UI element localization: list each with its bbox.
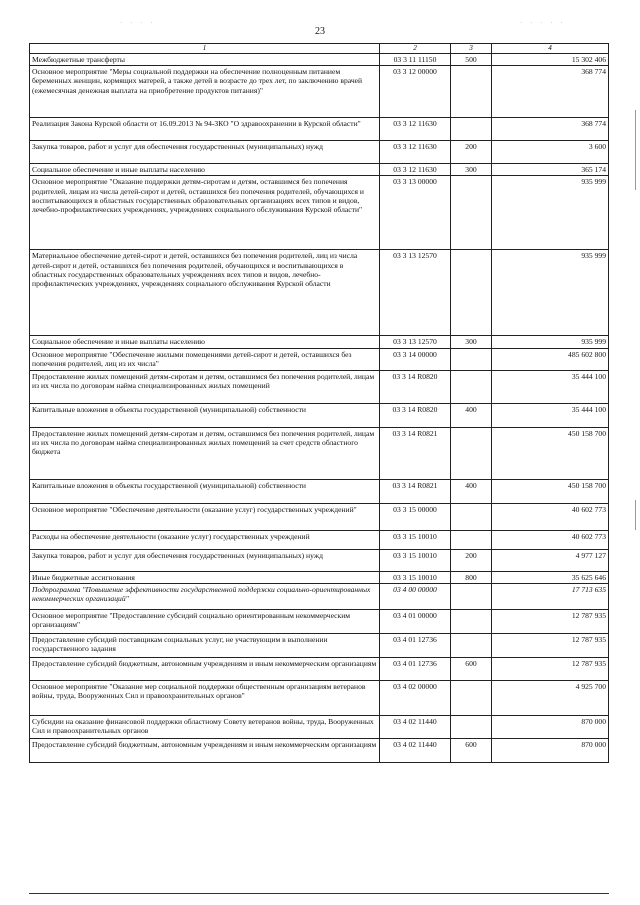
row-type-cell — [451, 583, 492, 609]
table-row — [30, 336, 609, 348]
table-row — [30, 141, 609, 164]
row-name-cell: Закупка товаров, работ и услуг для обеспечения государственных (муниципальных) нужд — [30, 549, 380, 571]
table-row — [30, 250, 609, 336]
row-code-cell: 03 3 13 12570 — [380, 250, 451, 336]
row-code-cell: 03 4 02 11440 — [380, 738, 451, 762]
col-4-header: 4 — [492, 44, 609, 54]
row-code-cell: 03 3 14 R0821 — [380, 479, 451, 503]
row-name-cell: Субсидии на оказание финансовой поддержки областному Совету ветеранов войны, труда, Вооруженных Сил и правоохранительных органов — [30, 715, 380, 738]
row-type-cell: 300 — [451, 336, 492, 348]
row-code-cell: 03 3 15 10010 — [380, 530, 451, 549]
row-type-cell: 400 — [451, 479, 492, 503]
row-type-cell: 600 — [451, 738, 492, 762]
row-code-cell: 03 3 14 00000 — [380, 348, 451, 370]
row-sum-cell: 4 925 700 — [492, 680, 609, 715]
row-code-cell: 03 4 01 12736 — [380, 657, 451, 680]
table-row — [30, 176, 609, 250]
row-sum-cell: 35 625 646 — [492, 571, 609, 583]
table-row — [30, 738, 609, 762]
table-row — [30, 370, 609, 403]
row-name-cell: Материальное обеспечение детей-сирот и детей, оставшихся без попечения родителей, лиц из числа детей-сирот и детей, оставшихся без попечения родителей, обучающихся и воспитывающихся в областных государственных образовательных учреждениях всех типов и видов, лечебно-профилактических учреждениях, учреждениях социального обслуживания Курской области — [30, 250, 380, 336]
row-type-cell — [451, 609, 492, 633]
row-code-cell: 03 3 12 11630 — [380, 141, 451, 164]
row-name-cell: Межбюджетные трансферты — [30, 54, 380, 66]
row-name-cell: Расходы на обеспечение деятельности (оказание услуг) государственных учреждений — [30, 530, 380, 549]
table-row — [30, 657, 609, 680]
row-name-cell: Предоставление жилых помещений детям-сиротам и детям, оставшимся без попечения родителей, лицам из их числа по договорам найма специализированных жилых помещений — [30, 370, 380, 403]
row-sum-cell: 35 444 100 — [492, 370, 609, 403]
row-type-cell — [451, 370, 492, 403]
row-name-cell: Реализация Закона Курской области от 16.09.2013 № 94-ЗКО "О здравоохранении в Курской области" — [30, 118, 380, 141]
row-code-cell: 03 3 12 11630 — [380, 118, 451, 141]
row-code-cell: 03 3 14 R0820 — [380, 370, 451, 403]
row-sum-cell: 40 602 773 — [492, 503, 609, 530]
row-sum-cell: 35 444 100 — [492, 403, 609, 427]
row-type-cell — [451, 633, 492, 657]
row-sum-cell: 17 713 635 — [492, 583, 609, 609]
row-sum-cell: 365 174 — [492, 164, 609, 176]
col-1-header: 1 — [30, 44, 380, 54]
row-type-cell: 400 — [451, 403, 492, 427]
row-type-cell — [451, 503, 492, 530]
row-name-cell: Социальное обеспечение и иные выплаты населению — [30, 336, 380, 348]
table-row — [30, 427, 609, 479]
row-name-cell: Предоставление субсидий бюджетным, автономным учреждениям и иным некоммерческим организациям — [30, 657, 380, 680]
budget-table — [29, 43, 609, 763]
table-row — [30, 715, 609, 738]
row-name-cell: Иные бюджетные ассигнования — [30, 571, 380, 583]
row-sum-cell: 15 302 406 — [492, 54, 609, 66]
row-code-cell: 03 4 02 00000 — [380, 680, 451, 715]
row-name-cell: Основное мероприятие "Обеспечение жилыми помещениями детей-сирот и детей, оставшихся без попечения родителей, лиц из их числа" — [30, 348, 380, 370]
row-sum-cell: 40 602 773 — [492, 530, 609, 549]
row-type-cell: 200 — [451, 549, 492, 571]
table-row — [30, 503, 609, 530]
row-type-cell: 300 — [451, 164, 492, 176]
table-row — [30, 530, 609, 549]
table-row — [30, 609, 609, 633]
table-row — [30, 479, 609, 503]
row-name-cell: Основное мероприятие "Предоставление субсидий социально ориентированным некоммерческим организациям" — [30, 609, 380, 633]
row-code-cell: 03 3 12 00000 — [380, 66, 451, 118]
row-sum-cell: 368 774 — [492, 118, 609, 141]
row-type-cell — [451, 530, 492, 549]
row-sum-cell: 935 999 — [492, 336, 609, 348]
row-type-cell — [451, 66, 492, 118]
table-row — [30, 348, 609, 370]
row-type-cell — [451, 715, 492, 738]
row-type-cell: 500 — [451, 54, 492, 66]
row-name-cell: Основное мероприятие "Оказание поддержки детям-сиротам и детям, оставшимся без попечения родителей, лицам из числа детей-сирот и детей, оставшихся без попечения родителей, обучающихся и воспитывающихся в областных государственных образовательных организациях всех типов и видов, лечебно-профилактических учреждениях, учреждениях социального обслуживания Курской области" — [30, 176, 380, 250]
row-type-cell — [451, 250, 492, 336]
row-type-cell: 600 — [451, 657, 492, 680]
row-code-cell: 03 4 00 00000 — [380, 583, 451, 609]
table-row — [30, 549, 609, 571]
row-name-cell: Подпрограмма "Повышение эффективности государственной поддержки социально-ориентированных некоммерческих организаций" — [30, 583, 380, 609]
column-number-header — [30, 44, 609, 54]
row-sum-cell: 450 158 700 — [492, 427, 609, 479]
row-type-cell — [451, 427, 492, 479]
table-row — [30, 54, 609, 66]
row-sum-cell: 3 600 — [492, 141, 609, 164]
row-code-cell: 03 3 15 00000 — [380, 503, 451, 530]
row-sum-cell: 12 787 935 — [492, 657, 609, 680]
row-name-cell: Основное мероприятие "Меры социальной поддержки на обеспечение полноценным питанием беременных женщин, кормящих матерей, а также детей в возрасте до трех лет, по заключению врачей (ежемесячная денежная выплата на приобретение продуктов питания)" — [30, 66, 380, 118]
table-row — [30, 680, 609, 715]
row-type-cell: 200 — [451, 141, 492, 164]
table-row — [30, 66, 609, 118]
row-code-cell: 03 3 15 10010 — [380, 571, 451, 583]
row-name-cell: Закупка товаров, работ и услуг для обеспечения государственных (муниципальных) нужд — [30, 141, 380, 164]
row-sum-cell: 935 999 — [492, 176, 609, 250]
col-2-header: 2 — [380, 44, 451, 54]
row-code-cell: 03 3 14 R0820 — [380, 403, 451, 427]
row-name-cell: Предоставление жилых помещений детям-сиротам и детям, оставшимся без попечения родителей, лицам из их числа по договорам найма специализированных жилых помещений за счет средств областного бюджета — [30, 427, 380, 479]
table-row — [30, 583, 609, 609]
row-name-cell: Предоставление субсидий поставщикам социальных услуг, не участвующим в выполнении государственного задания — [30, 633, 380, 657]
row-type-cell: 800 — [451, 571, 492, 583]
row-type-cell — [451, 348, 492, 370]
row-sum-cell: 935 999 — [492, 250, 609, 336]
table-row — [30, 403, 609, 427]
col-3-header: 3 — [451, 44, 492, 54]
page-number: 23 — [315, 26, 325, 37]
row-name-cell: Капитальные вложения в объекты государственной (муниципальной) собственности — [30, 403, 380, 427]
scan-edge-line — [635, 110, 636, 190]
row-name-cell: Основное мероприятие "Оказание мер социальной поддержки общественным организациям ветеранов войны, труда, Вооруженных Сил и правоохранительных органов" — [30, 680, 380, 715]
row-type-cell — [451, 680, 492, 715]
row-sum-cell: 870 000 — [492, 738, 609, 762]
row-sum-cell: 368 774 — [492, 66, 609, 118]
scan-edge-line — [635, 500, 636, 530]
row-code-cell: 03 4 01 12736 — [380, 633, 451, 657]
row-name-cell: Капитальные вложения в объекты государственной (муниципальной) собственности — [30, 479, 380, 503]
table-row — [30, 633, 609, 657]
row-code-cell: 03 4 02 11440 — [380, 715, 451, 738]
row-sum-cell: 485 602 800 — [492, 348, 609, 370]
row-code-cell: 03 4 01 00000 — [380, 609, 451, 633]
row-code-cell: 03 3 11 11150 — [380, 54, 451, 66]
row-sum-cell: 870 000 — [492, 715, 609, 738]
table-row — [30, 571, 609, 583]
row-type-cell — [451, 118, 492, 141]
row-sum-cell: 4 977 127 — [492, 549, 609, 571]
footer-rule — [29, 893, 609, 894]
row-type-cell — [451, 176, 492, 250]
row-sum-cell: 12 787 935 — [492, 609, 609, 633]
row-name-cell: Социальное обеспечение и иные выплаты населению — [30, 164, 380, 176]
table-row — [30, 118, 609, 141]
row-name-cell: Предоставление субсидий бюджетным, автономным учреждениям и иным некоммерческим организациям — [30, 738, 380, 762]
row-code-cell: 03 3 12 11630 — [380, 164, 451, 176]
row-sum-cell: 450 158 700 — [492, 479, 609, 503]
row-code-cell: 03 3 15 10010 — [380, 549, 451, 571]
row-code-cell: 03 3 14 R0821 — [380, 427, 451, 479]
row-code-cell: 03 3 13 12570 — [380, 336, 451, 348]
table-row — [30, 164, 609, 176]
row-name-cell: Основное мероприятие "Обеспечение деятельности (оказание услуг) государственных учреждений" — [30, 503, 380, 530]
scan-artifact-left: · · · · — [120, 19, 156, 27]
row-sum-cell: 12 787 935 — [492, 633, 609, 657]
scan-artifact-right: · · · · · — [520, 19, 566, 27]
row-code-cell: 03 3 13 00000 — [380, 176, 451, 250]
